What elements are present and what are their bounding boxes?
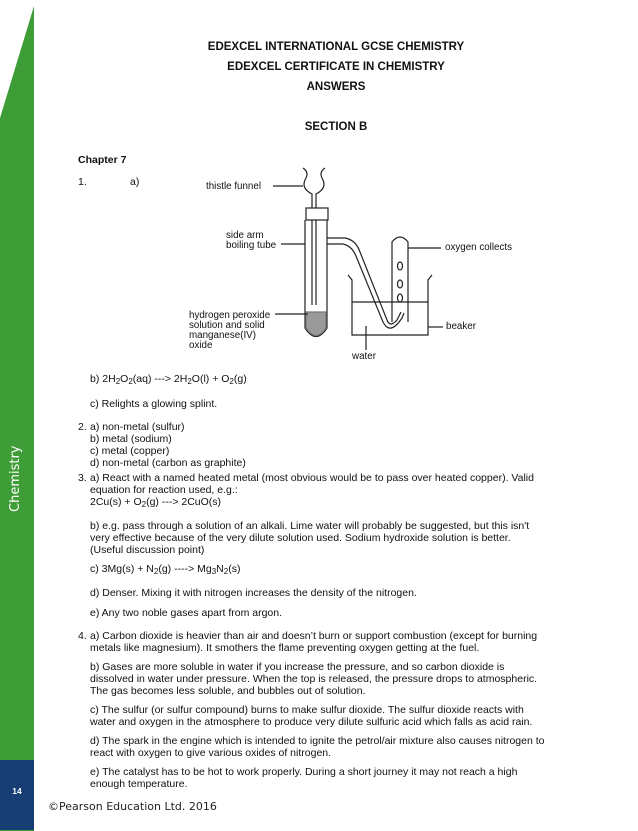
q4-c-line1: c) The sulfur (or sulfur compound) burns to make sulfur dioxide. The sulfur dioxide reacts with <box>90 704 524 716</box>
thistle-funnel-left-curve <box>303 168 312 200</box>
q3-a-line2: equation for reaction used, e.g.: <box>90 484 238 496</box>
q4-d-line1: d) The spark in the engine which is intended to ignite the petrol/air mixture also causes nitrogen to <box>90 735 545 747</box>
label-hydrogen-peroxide-4: oxide <box>189 340 213 351</box>
q4-b-line1: b) Gases are more soluble in water if you increase the pressure, and so carbon dioxide is <box>90 661 505 673</box>
q4-e-line1: e) The catalyst has to be hot to work properly. During a short journey it may not reach a high <box>90 766 518 778</box>
q3-d: d) Denser. Mixing it with nitrogen increases the density of the nitrogen. <box>90 587 417 599</box>
label-hydrogen-peroxide-1: hydrogen peroxide <box>189 310 271 321</box>
gas-bubble <box>398 294 403 302</box>
page-number-badge <box>0 760 34 830</box>
q1-b-equation: b) $2H_2O_2(aq)$ ---> $2H_2O(l) + O_2(g)$ <box>90 373 247 386</box>
q2-d: d) non-metal (carbon as graphite) <box>90 457 246 469</box>
q3-c-equation: c) $3Mg(s) + N_2(g)$ ----> $Mg_3N_2(s)$ <box>90 563 241 576</box>
label-thistle-funnel: thistle funnel <box>206 181 262 192</box>
label-water: water <box>352 351 376 362</box>
label-hydrogen-peroxide-3: manganese(IV) <box>189 330 256 341</box>
q2-c: c) metal (copper) <box>90 445 170 457</box>
q4-b-line2: dissolved in water under pressure. When the top is released, the pressure drops to atmospheric. <box>90 673 538 685</box>
label-beaker: beaker <box>446 321 476 332</box>
label-oxygen-collects: oxygen collects <box>445 242 512 253</box>
q4-a-line2: metals like magnesium). It smothers the flame preventing oxygen getting at the fuel. <box>90 642 480 654</box>
q3-a-line1: a) React with a named heated metal (most obvious would be to pass over heated copper). Valid <box>90 472 534 484</box>
liquid-level <box>306 312 326 336</box>
q1-c: c) Relights a glowing splint. <box>90 398 218 410</box>
q3-b-line3: (Useful discussion point) <box>90 544 205 556</box>
subject-label: Chemistry <box>8 445 23 512</box>
q3-a-equation: $2Cu(s) + O_2(g)$ ---> 2CuO(s) <box>90 496 222 509</box>
q4-a-line1: a) Carbon dioxide is heavier than air and doesn’t burn or support combustion (except for burning <box>90 630 538 642</box>
beaker <box>348 275 432 335</box>
label-boiling-tube: boiling tube <box>226 240 277 251</box>
thistle-funnel-right-curve <box>316 168 325 200</box>
page-number: 14 <box>12 786 22 796</box>
q4-c-line2: water and oxygen in the atmosphere to produce very dilute sulfuric acid which falls as acid rain. <box>90 716 533 728</box>
delivery-tube-outer <box>327 238 401 324</box>
label-side-arm: side arm <box>226 230 264 241</box>
q4-d-line2: react with oxygen to give various oxides of nitrogen. <box>90 747 332 759</box>
q2-b: b) metal (sodium) <box>90 433 172 445</box>
q4-e-line2: enough temperature. <box>90 778 188 790</box>
q3-e: e) Any two noble gases apart from argon. <box>90 607 283 619</box>
q3-b-line1: b) e.g. pass through a solution of an alkali. Lime water will probably be suggested, but this isn't <box>90 520 530 532</box>
copyright-notice: ©Pearson Education Ltd. 2016 <box>48 800 217 813</box>
q3-b-line2: very effective because of the very dilute solution used. Sodium hydroxide solution is better. <box>90 532 511 544</box>
chapter-heading: Chapter 7 <box>78 154 127 166</box>
q3-number: 3. <box>78 472 87 484</box>
q2-a: a) non-metal (sulfur) <box>90 421 185 433</box>
q4-b-line3: The gas becomes less soluble, and bubbles out of solution. <box>90 685 366 697</box>
q4-number: 4. <box>78 630 87 642</box>
q1-part-a: a) <box>130 176 140 188</box>
gas-bubble <box>398 262 403 270</box>
q2-number: 2. <box>78 421 87 433</box>
header-subtitle: EDEXCEL CERTIFICATE IN CHEMISTRY <box>227 61 445 73</box>
stopper <box>306 208 328 220</box>
section-heading: SECTION B <box>304 121 368 133</box>
q1-number: 1. <box>78 176 87 188</box>
header-title: EDEXCEL INTERNATIONAL GCSE CHEMISTRY <box>207 41 465 53</box>
apparatus-diagram <box>0 0 638 380</box>
gas-bubble <box>398 280 403 288</box>
header-answers: ANSWERS <box>306 81 366 93</box>
label-hydrogen-peroxide-2: solution and solid <box>189 320 265 331</box>
